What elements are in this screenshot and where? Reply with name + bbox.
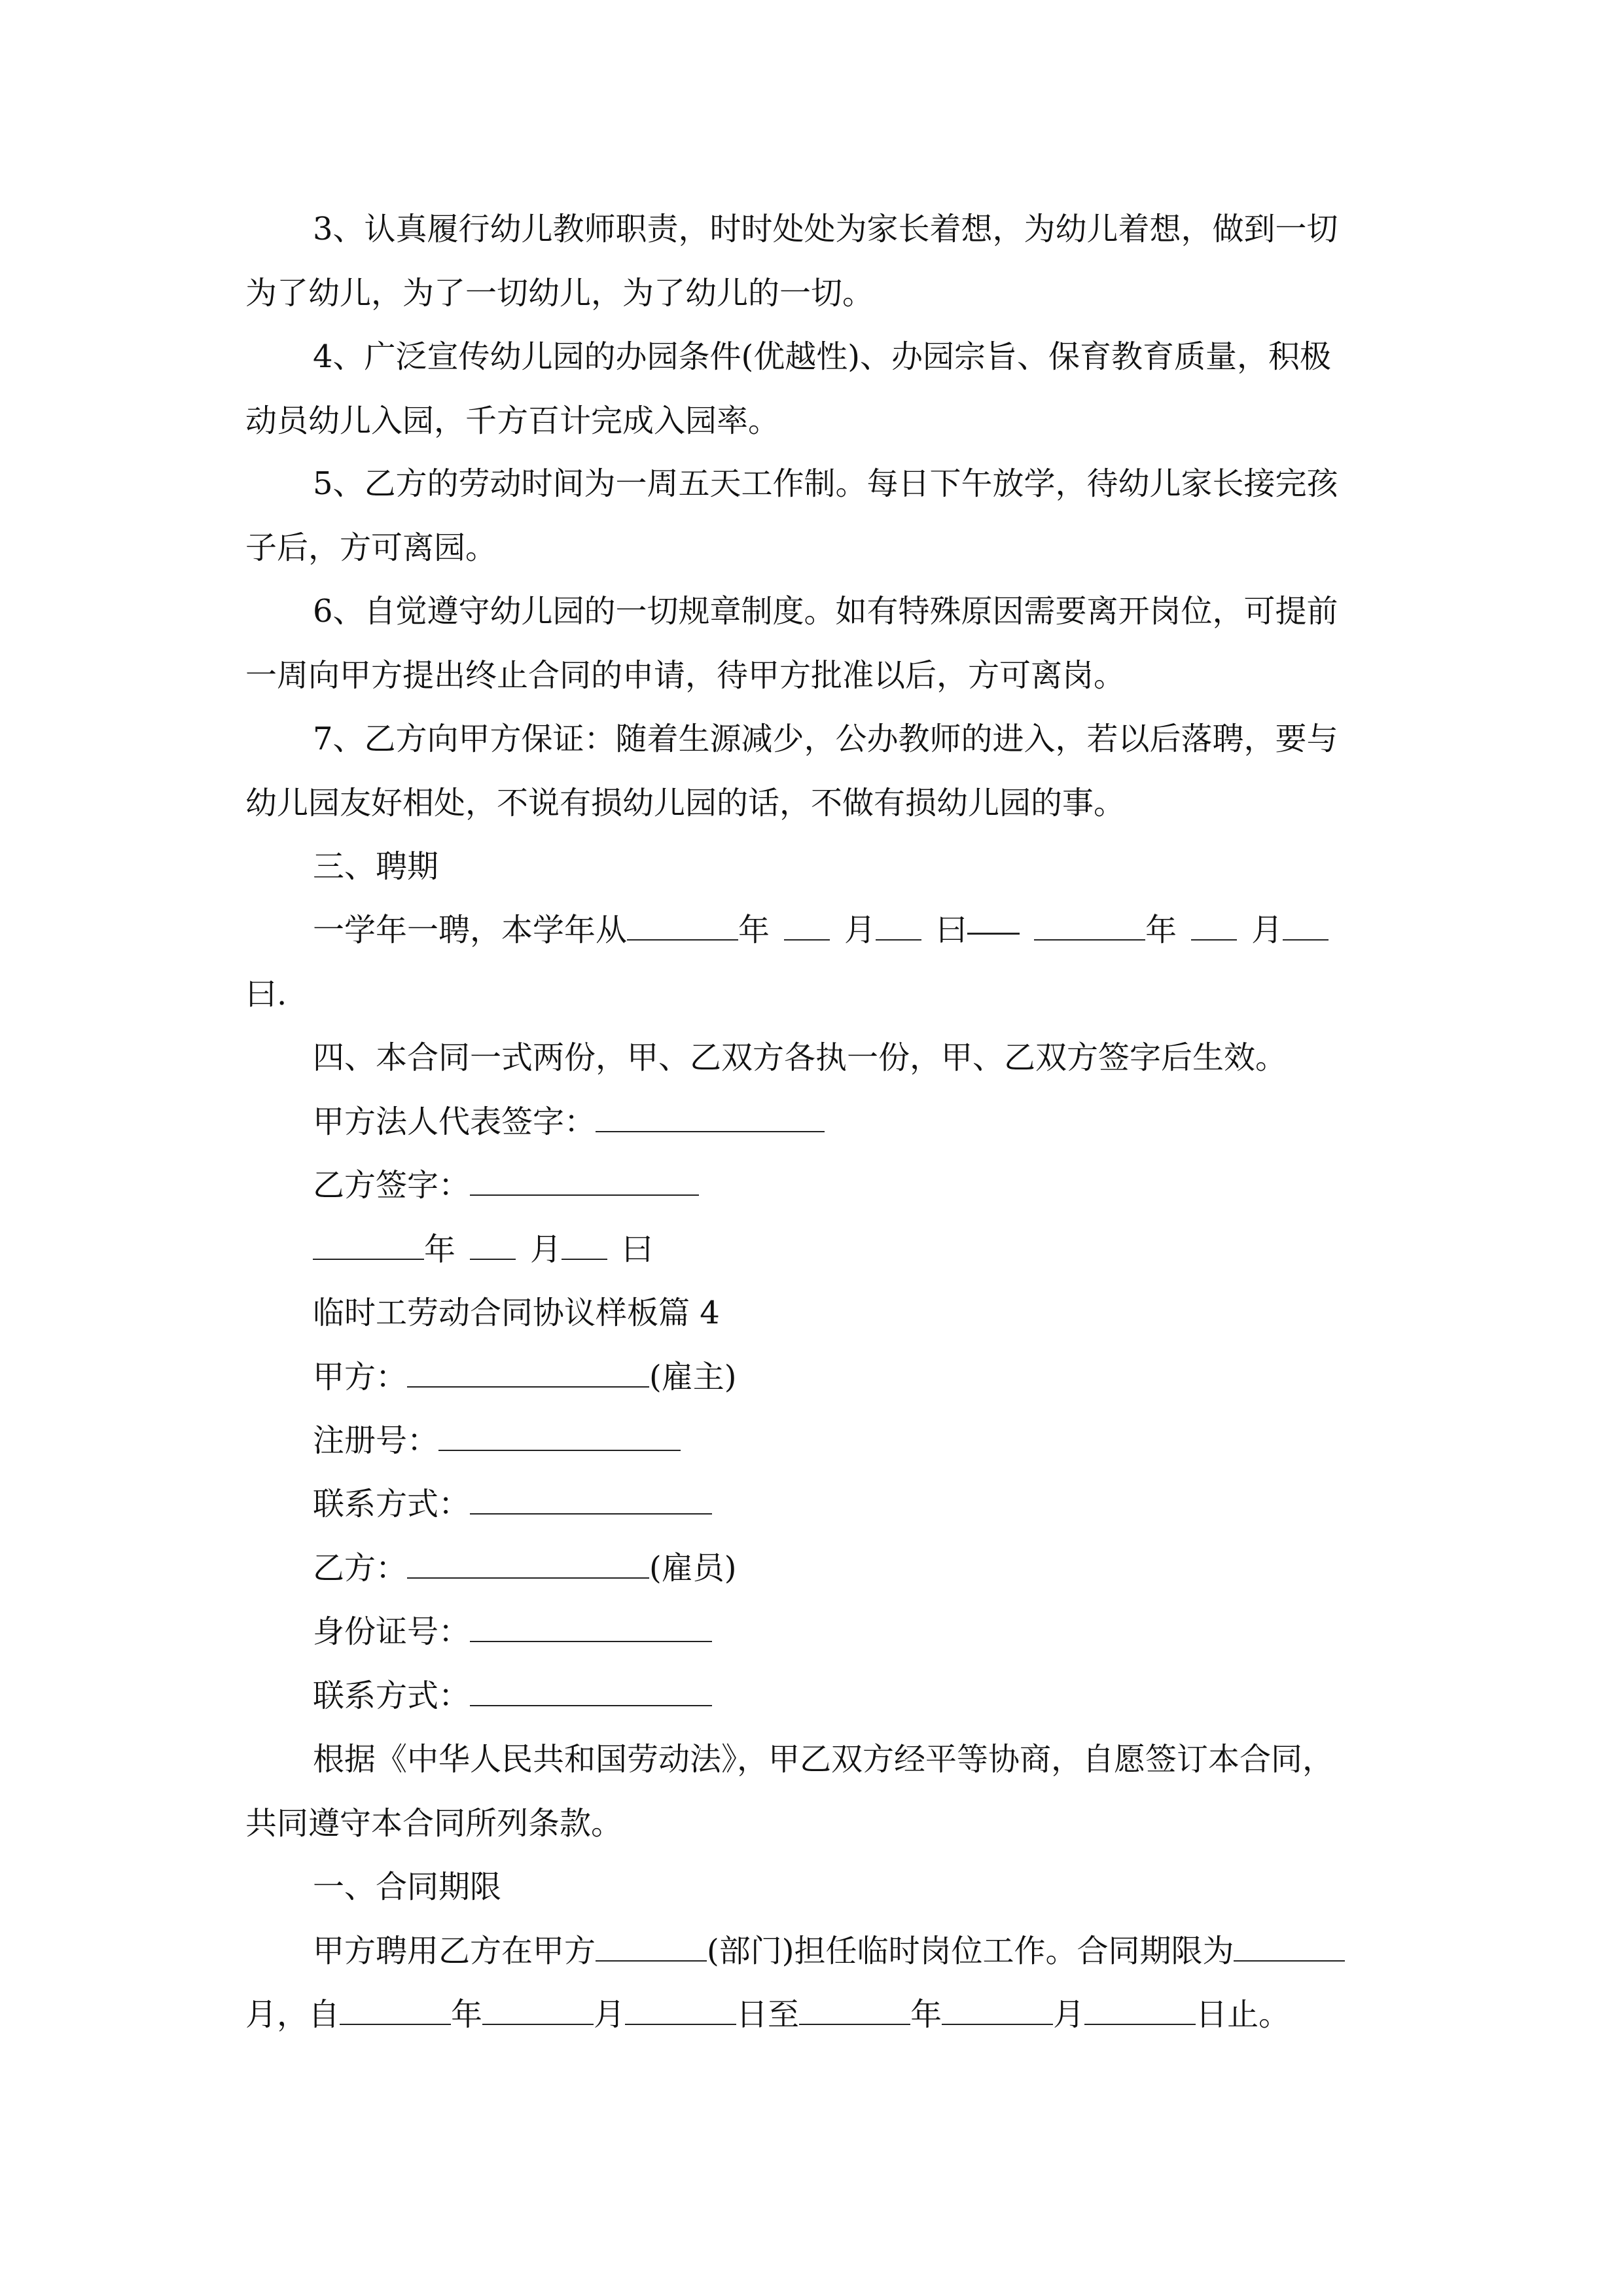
section-3-heading: 三、聘期 xyxy=(313,848,439,885)
contact-a-blank xyxy=(470,1484,712,1515)
hire-text-1: 甲方聘用乙方在甲方 xyxy=(313,1933,596,1969)
sign-date-line xyxy=(313,1217,1448,1282)
clause-3-line-1: 3、认真履行幼儿教师职责，时时处处为家长着想，为幼儿着想，做到一切 xyxy=(313,211,1338,247)
blank-end-month xyxy=(1191,910,1237,941)
sign-date-year-blank xyxy=(313,1230,424,1260)
label-month-2: 月 xyxy=(1251,912,1283,948)
sign-date-month: 月 xyxy=(530,1231,562,1268)
from-month-label: 月 xyxy=(594,1996,626,2033)
contact-b-label: 联系方式： xyxy=(313,1677,471,1714)
sign-party-a-line xyxy=(313,1090,1448,1154)
blank-start-month xyxy=(784,910,830,941)
to-year-label: 年 xyxy=(910,1996,942,2033)
hire-text-2: (部门)担任临时岗位工作。合同期限为 xyxy=(707,1933,1234,1969)
id-no-label: 身份证号： xyxy=(313,1613,471,1650)
day-to-label: 日至 xyxy=(736,1996,800,2033)
contract-4-title: 临时工劳动合同协议样板篇 4 xyxy=(313,1295,720,1331)
to-month-blank xyxy=(942,1995,1053,2025)
clause-7-line-2: 幼儿园友好相处，不说有损幼儿园的话，不做有损幼儿园的事。 xyxy=(245,785,1126,821)
from-day-blank xyxy=(625,1995,736,2025)
party-b-blank xyxy=(407,1549,649,1579)
basis-line-1: 根据《中华人民共和国劳动法》，甲乙双方经平等协商，自愿签订本合同， xyxy=(313,1741,1334,1778)
clause-4-line-1: 4、广泛宣传幼儿园的办园条件(优越性)、办园宗旨、保育教育质量，积极 xyxy=(313,338,1331,375)
label-day: 曰 xyxy=(936,912,968,948)
id-no-blank xyxy=(470,1612,712,1642)
sign-date-year: 年 xyxy=(424,1231,456,1268)
sign-party-b-label: 乙方签字： xyxy=(313,1167,471,1204)
blank-end-day xyxy=(1283,910,1329,941)
term-line-end: 曰. xyxy=(245,976,287,1013)
section-4-text: 四、本合同一式两份，甲、乙双方各执一份，甲、乙双方签字后生效。 xyxy=(313,1039,1287,1076)
basis-line-2: 共同遵守本合同所列条款。 xyxy=(245,1805,623,1842)
clause-3-line-2: 为了幼儿，为了一切幼儿，为了幼儿的一切。 xyxy=(245,275,874,312)
contact-a-line xyxy=(313,1472,1448,1536)
hire-line-2 xyxy=(245,1982,1381,2047)
from-year-label: 年 xyxy=(451,1996,483,2033)
party-b-line xyxy=(313,1536,1448,1600)
party-b-label: 乙方： xyxy=(313,1550,408,1587)
blank-start-year xyxy=(627,910,738,941)
sign-party-b-blank xyxy=(470,1166,699,1196)
clause-7-line-1: 7、乙方向甲方保证：随着生源减少，公办教师的进入，若以后落聘，要与 xyxy=(313,721,1338,757)
date-range-dash xyxy=(967,904,1020,935)
employer-note: (雇主) xyxy=(649,1359,737,1395)
party-a-blank xyxy=(407,1357,649,1388)
to-year-blank xyxy=(799,1995,910,2025)
section-1-heading: 一、合同期限 xyxy=(313,1869,502,1905)
sign-party-a-blank xyxy=(596,1102,825,1132)
to-day-blank xyxy=(1084,1995,1196,2025)
clause-5-line-1: 5、乙方的劳动时间为一周五天工作制。每日下午放学，待幼儿家长接完孩 xyxy=(313,465,1338,502)
from-month-blank xyxy=(482,1995,594,2025)
sign-date-day: 曰 xyxy=(622,1231,654,1268)
to-month-label: 月 xyxy=(1053,1996,1085,2033)
clause-4-line-2: 动员幼儿入园，千方百计完成入园率。 xyxy=(245,403,780,439)
reg-no-line xyxy=(313,1408,1448,1473)
id-no-line xyxy=(313,1600,1448,1664)
clause-6-line-1: 6、自觉遵守幼儿园的一切规章制度。如有特殊原因需要离开岗位，可提前 xyxy=(313,593,1338,630)
employee-note: (雇员) xyxy=(649,1550,737,1587)
clause-6-line-2: 一周向甲方提出终止合同的申请，待甲方批准以后，方可离岗。 xyxy=(245,657,1126,694)
party-a-label: 甲方： xyxy=(313,1359,408,1395)
label-year: 年 xyxy=(738,912,770,948)
from-year-blank xyxy=(340,1995,451,2025)
label-year-2: 年 xyxy=(1145,912,1177,948)
reg-no-blank xyxy=(438,1421,681,1451)
department-blank xyxy=(596,1931,707,1962)
hire-line-1 xyxy=(313,1919,1448,1983)
hire-text-3: 月，自 xyxy=(245,1996,340,2033)
term-prefix: 一学年一聘，本学年从 xyxy=(313,912,628,948)
reg-no-label: 注册号： xyxy=(313,1422,439,1459)
sign-date-day-blank xyxy=(562,1230,607,1260)
contact-a-label: 联系方式： xyxy=(313,1486,471,1522)
blank-start-day xyxy=(876,910,921,941)
label-month: 月 xyxy=(844,912,876,948)
party-a-line xyxy=(313,1345,1448,1409)
term-line xyxy=(313,898,1448,962)
contact-b-blank xyxy=(470,1676,712,1706)
sign-party-a-label: 甲方法人代表签字： xyxy=(313,1103,596,1140)
term-months-blank xyxy=(1234,1931,1345,1962)
contact-b-line xyxy=(313,1664,1448,1728)
sign-date-month-blank xyxy=(470,1230,516,1260)
sign-party-b-line xyxy=(313,1153,1448,1217)
blank-end-year xyxy=(1034,910,1145,941)
hire-end-label: 日止。 xyxy=(1196,1996,1291,2033)
clause-5-line-2: 子后，方可离园。 xyxy=(245,529,497,566)
